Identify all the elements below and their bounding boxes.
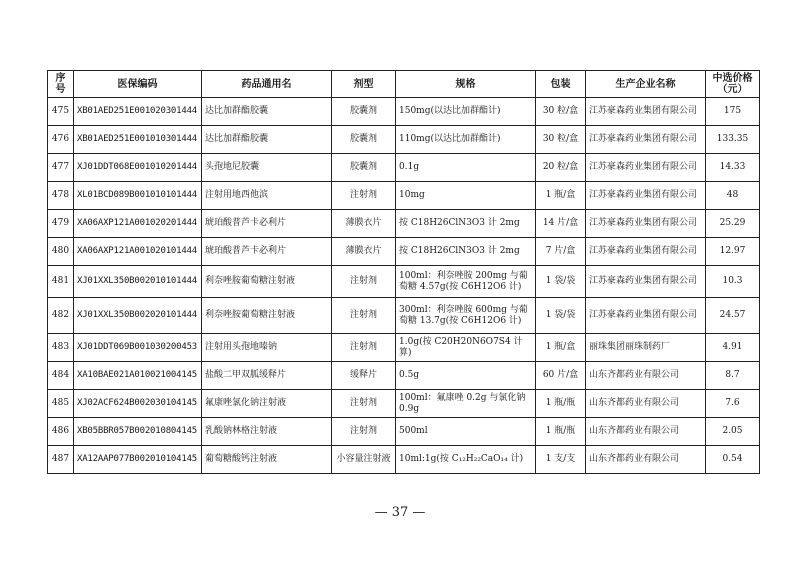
spec-cell: 按 C18H26ClN3O3 计 2mg <box>396 210 536 238</box>
serial-cell: 481 <box>48 266 74 298</box>
price-cell: 2.05 <box>706 418 760 446</box>
name-cell: 头孢地尼胶囊 <box>202 154 332 182</box>
company-cell: 山东齐都药业有限公司 <box>586 418 706 446</box>
code-cell: XB01AED251E001020301444 <box>74 98 202 126</box>
form-cell: 注射剂 <box>332 298 396 334</box>
spec-cell: 0.1g <box>396 154 536 182</box>
spec-cell: 110mg(以达比加群酯计) <box>396 126 536 154</box>
code-cell: XA10BAE021A010021004145 <box>74 362 202 390</box>
header-specification: 规格 <box>396 71 536 98</box>
page-number: — 37 — <box>374 505 426 520</box>
name-cell: 琥珀酸普芦卡必利片 <box>202 238 332 266</box>
header-insurance-code: 医保编码 <box>74 71 202 98</box>
price-cell: 10.3 <box>706 266 760 298</box>
code-cell: XB01AED251E001010301444 <box>74 126 202 154</box>
price-cell: 8.7 <box>706 362 760 390</box>
procurement-price-table <box>47 70 760 474</box>
form-cell: 薄膜衣片 <box>332 210 396 238</box>
spec-cell: 500ml <box>396 418 536 446</box>
name-cell: 盐酸二甲双胍缓释片 <box>202 362 332 390</box>
spec-cell: 0.5g <box>396 362 536 390</box>
table-row <box>48 154 760 182</box>
company-cell: 江苏豪森药业集团有限公司 <box>586 154 706 182</box>
code-cell: XJ01DDT069B001030200453 <box>74 334 202 362</box>
table-row <box>48 390 760 418</box>
table-row <box>48 98 760 126</box>
serial-cell: 475 <box>48 98 74 126</box>
pack-cell: 1 瓶/瓶 <box>536 390 586 418</box>
code-cell: XA06AXP121A001020101444 <box>74 238 202 266</box>
serial-cell: 479 <box>48 210 74 238</box>
price-cell: 25.29 <box>706 210 760 238</box>
table-row <box>48 182 760 210</box>
code-cell: XJ01DDT068E001010201444 <box>74 154 202 182</box>
pack-cell: 20 粒/盒 <box>536 154 586 182</box>
header-package: 包装 <box>536 71 586 98</box>
price-cell: 48 <box>706 182 760 210</box>
serial-cell: 482 <box>48 298 74 334</box>
name-cell: 乳酸钠林格注射液 <box>202 418 332 446</box>
serial-cell: 487 <box>48 446 74 474</box>
table-row <box>48 298 760 334</box>
pack-cell: 1 袋/袋 <box>536 298 586 334</box>
pack-cell: 1 袋/袋 <box>536 266 586 298</box>
company-cell: 丽珠集团丽珠制药厂 <box>586 334 706 362</box>
name-cell: 达比加群酯胶囊 <box>202 126 332 154</box>
name-cell: 达比加群酯胶囊 <box>202 98 332 126</box>
serial-cell: 476 <box>48 126 74 154</box>
form-cell: 小容量注射液 <box>332 446 396 474</box>
price-cell: 0.54 <box>706 446 760 474</box>
pack-cell: 1 支/支 <box>536 446 586 474</box>
table-row <box>48 210 760 238</box>
name-cell: 注射用头孢地嗪钠 <box>202 334 332 362</box>
table-row <box>48 418 760 446</box>
serial-cell: 483 <box>48 334 74 362</box>
form-cell: 注射剂 <box>332 182 396 210</box>
company-cell: 山东齐都药业有限公司 <box>586 446 706 474</box>
table-row <box>48 238 760 266</box>
name-cell: 注射用地西他滨 <box>202 182 332 210</box>
name-cell: 利奈唑胺葡萄糖注射液 <box>202 266 332 298</box>
spec-cell: 按 C18H26ClN3O3 计 2mg <box>396 238 536 266</box>
code-cell: XJ01XXL350B002020101444 <box>74 298 202 334</box>
form-cell: 注射剂 <box>332 266 396 298</box>
company-cell: 江苏豪森药业集团有限公司 <box>586 98 706 126</box>
header-serial: 序号 <box>48 71 74 98</box>
table-row <box>48 126 760 154</box>
serial-cell: 486 <box>48 418 74 446</box>
price-cell: 7.6 <box>706 390 760 418</box>
code-cell: XA06AXP121A001020201444 <box>74 210 202 238</box>
table-header-row <box>48 71 760 98</box>
form-cell: 胶囊剂 <box>332 126 396 154</box>
price-cell: 133.35 <box>706 126 760 154</box>
name-cell: 氟康唑氯化钠注射液 <box>202 390 332 418</box>
header-price: 中选价格（元） <box>706 71 760 98</box>
pack-cell: 60 片/盒 <box>536 362 586 390</box>
serial-cell: 478 <box>48 182 74 210</box>
pack-cell: 1 瓶/盒 <box>536 182 586 210</box>
spec-cell: 1.0g(按 C20H20N6O7S4 计算) <box>396 334 536 362</box>
serial-cell: 485 <box>48 390 74 418</box>
form-cell: 胶囊剂 <box>332 98 396 126</box>
pack-cell: 1 瓶/盒 <box>536 334 586 362</box>
pack-cell: 1 瓶/瓶 <box>536 418 586 446</box>
price-cell: 4.91 <box>706 334 760 362</box>
spec-cell: 100ml：利奈唑胺 200mg 与葡萄糖 4.57g(按 C6H12O6 计) <box>396 266 536 298</box>
name-cell: 葡萄糖酸钙注射液 <box>202 446 332 474</box>
form-cell: 注射剂 <box>332 390 396 418</box>
pack-cell: 7 片/盒 <box>536 238 586 266</box>
spec-cell: 100ml：氟康唑 0.2g 与氯化钠 0.9g <box>396 390 536 418</box>
pack-cell: 14 片/盒 <box>536 210 586 238</box>
price-cell: 175 <box>706 98 760 126</box>
serial-cell: 484 <box>48 362 74 390</box>
header-generic-name: 药品通用名 <box>202 71 332 98</box>
code-cell: XJ01XXL350B002010101444 <box>74 266 202 298</box>
code-cell: XL01BCD089B001010101444 <box>74 182 202 210</box>
code-cell: XA12AAP077B002010104145 <box>74 446 202 474</box>
form-cell: 注射剂 <box>332 418 396 446</box>
spec-cell: 150mg(以达比加群酯计) <box>396 98 536 126</box>
table-row <box>48 334 760 362</box>
company-cell: 江苏豪森药业集团有限公司 <box>586 182 706 210</box>
company-cell: 江苏豪森药业集团有限公司 <box>586 298 706 334</box>
form-cell: 缓释片 <box>332 362 396 390</box>
spec-cell: 10mg <box>396 182 536 210</box>
spec-cell: 300ml：利奈唑胺 600mg 与葡萄糖 13.7g(按 C6H12O6 计) <box>396 298 536 334</box>
name-cell: 利奈唑胺葡萄糖注射液 <box>202 298 332 334</box>
company-cell: 江苏豪森药业集团有限公司 <box>586 210 706 238</box>
code-cell: XB05BBR057B002010804145 <box>74 418 202 446</box>
table-row <box>48 266 760 298</box>
form-cell: 注射剂 <box>332 334 396 362</box>
company-cell: 山东齐都药业有限公司 <box>586 362 706 390</box>
code-cell: XJ02ACF624B002030104145 <box>74 390 202 418</box>
company-cell: 江苏豪森药业集团有限公司 <box>586 126 706 154</box>
form-cell: 薄膜衣片 <box>332 238 396 266</box>
serial-cell: 477 <box>48 154 74 182</box>
table-row <box>48 446 760 474</box>
price-cell: 12.97 <box>706 238 760 266</box>
header-manufacturer: 生产企业名称 <box>586 71 706 98</box>
price-cell: 24.57 <box>706 298 760 334</box>
table-row <box>48 362 760 390</box>
company-cell: 山东齐都药业有限公司 <box>586 390 706 418</box>
spec-cell: 10ml:1g(按 C₁₂H₂₂CaO₁₄ 计) <box>396 446 536 474</box>
pack-cell: 30 粒/盒 <box>536 126 586 154</box>
price-cell: 14.33 <box>706 154 760 182</box>
company-cell: 江苏豪森药业集团有限公司 <box>586 238 706 266</box>
header-dosage-form: 剂型 <box>332 71 396 98</box>
serial-cell: 480 <box>48 238 74 266</box>
company-cell: 江苏豪森药业集团有限公司 <box>586 266 706 298</box>
name-cell: 琥珀酸普芦卡必利片 <box>202 210 332 238</box>
form-cell: 胶囊剂 <box>332 154 396 182</box>
pack-cell: 30 粒/盒 <box>536 98 586 126</box>
